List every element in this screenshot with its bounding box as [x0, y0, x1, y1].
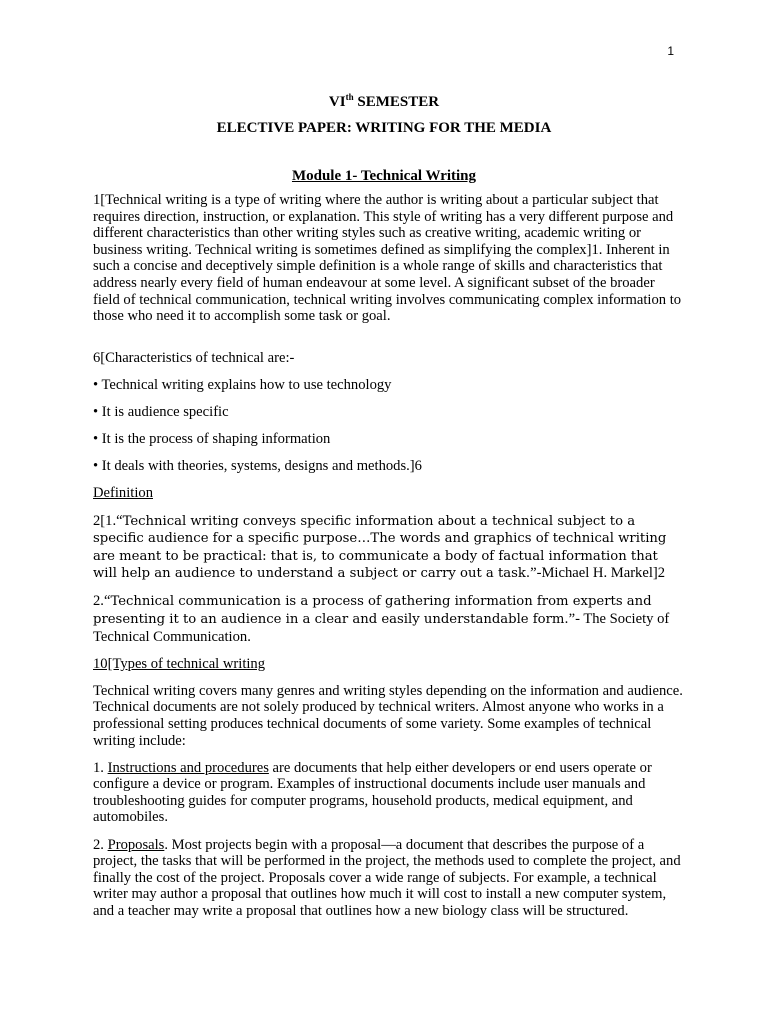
definition-1-attribution: ”-Michael H. Markel]2	[530, 565, 666, 582]
type-item-text: are documents that help either developers or end users operate or configure a device or program. Examples of instructional documents include user manuals and troubleshooting guides for computer programs, household products, medical equipment, and automobiles.	[93, 759, 652, 826]
definition-heading: Definition	[93, 485, 153, 502]
characteristics-heading: 6[Characteristics of technical are:-	[93, 350, 295, 366]
type-item-number: 2.	[93, 836, 108, 853]
type-item-number: 1.	[93, 759, 108, 776]
characteristic-item: • It is audience specific	[93, 404, 229, 421]
characteristic-item: • Technical writing explains how to use technology	[93, 377, 392, 394]
types-heading: 10[Types of technical writing	[93, 655, 266, 672]
definition-2	[93, 593, 683, 645]
document-body	[93, 192, 683, 930]
definition-2-prefix: 2.“	[93, 593, 111, 610]
semester-prefix: VI	[328, 94, 346, 110]
semester-suffix: SEMESTER	[353, 94, 440, 110]
definition-2-quote: Technical communication is a process of gathering information from experts and presenting it to an audience in a clear and easily understandable form.	[93, 594, 652, 628]
document-header	[0, 86, 768, 138]
type-item-instructions	[93, 760, 683, 826]
definition-1-prefix: 2[1.“	[93, 512, 123, 529]
semester-title	[0, 86, 768, 108]
paper-title: ELECTIVE PAPER: WRITING FOR THE MEDIA	[216, 120, 552, 136]
definition-2-attribution: ”- The Society of Technical Communication.	[93, 611, 670, 645]
type-item-text: . Most projects begin with a proposal—a document that describes the purpose of a project, the tasks that will be performed in the project, the methods used to complete the project, and finally the cost of the project. Proposals cover a wide range of subjects. For example, a technical writer may author a proposal that outlines how much it will cost to install a new computer system, and a teacher may write a proposal that outlines how a new biology class will be structured.	[93, 836, 681, 919]
characteristic-item: • It deals with theories, systems, designs and methods.]6	[93, 458, 422, 475]
definition-1	[93, 513, 683, 583]
type-item-term: Instructions and procedures	[107, 759, 269, 776]
definition-1-quote: Technical writing conveys specific information about a technical subject to a specific audience for a specific purpose…The words and graphics of technical writing are meant to be practical: that is, to communicate a body of factual information that will help an audience to understand a subject or carry out a task.	[93, 513, 667, 582]
page-number: 1	[667, 44, 674, 58]
module-title: Module 1- Technical Writing	[291, 168, 477, 184]
types-intro: Technical writing covers many genres and writing styles depending on the information and audience. Technical documents are not solely produced by technical writers. Almost anyone who works in a professional setting produces technical documents of some variety. Some examples of technical writing include:	[93, 682, 683, 749]
type-item-proposals	[93, 837, 683, 920]
intro-paragraph: 1[Technical writing is a type of writing where the author is writing about a particular subject that requires direction, instruction, or explanation. This style of writing has a very different purpose and different characteristics than other writing styles such as creative writing, academic writing or business writing. Technical writing is sometimes defined as simplifying the complex]1. Inherent in such a concise and deceptively simple definition is a whole range of skills and characteristics that address nearly every field of human endeavour at some level. A significant subset of the broader field of technical communication, technical writing involves communicating complex information to those who need it to accomplish some task or goal.	[93, 192, 682, 325]
semester-superscript: th	[345, 92, 354, 102]
characteristic-item: • It is the process of shaping information	[93, 431, 331, 448]
type-item-term: Proposals	[107, 836, 165, 853]
